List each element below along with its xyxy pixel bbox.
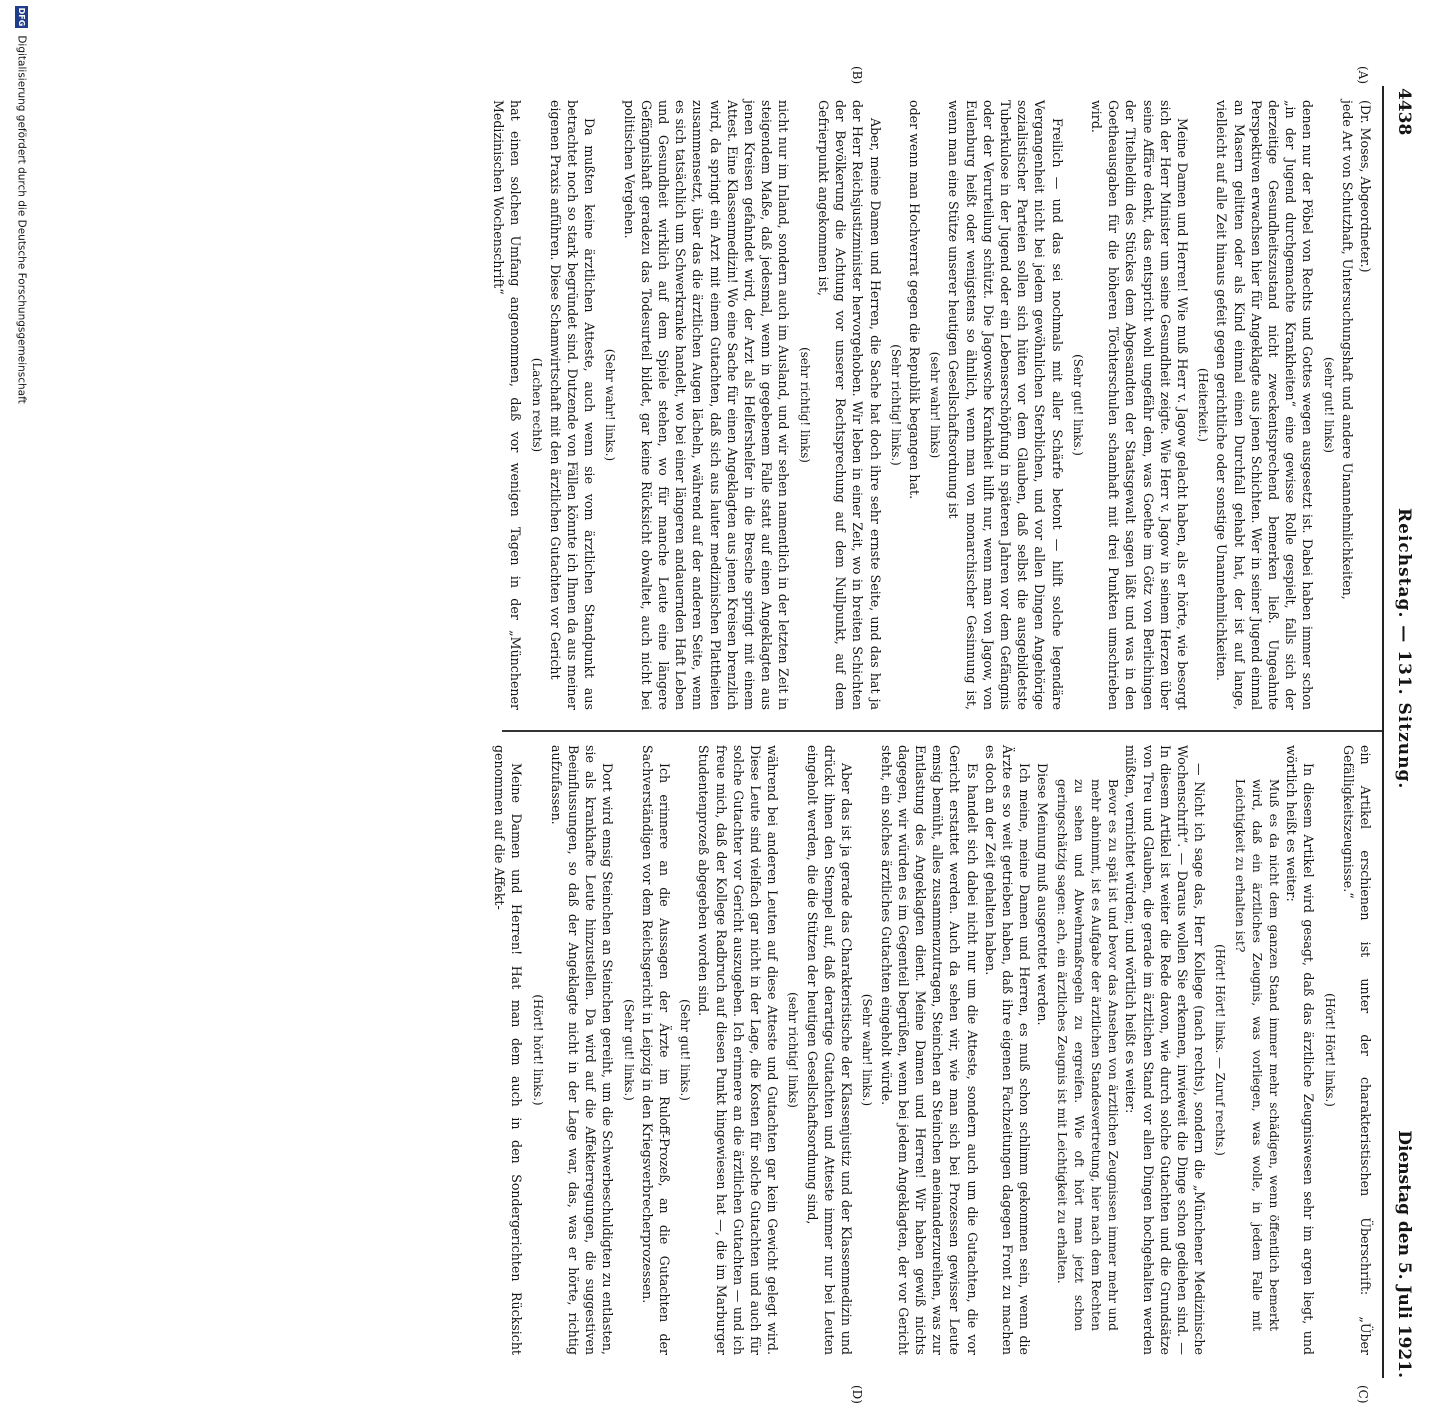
paragraph-continuation: nicht nur im Inland, sondern auch im Ausland, und wir sehen namentlich in der letzten Zeit in steigendem Maße, daß jedesmal, wenn in gegebenem Falle statt auf einen Angeklagten aus jenen Kreisen gefahndet wird, der Arzt als Helfershelfer in die Bresche springt mit einem Attest. Eine Klassenmedizin! Wo eine Sache für einen Angeklagten aus jenen Kreisen brenzlich wird, da springt ein Arzt mit einem Gutachten, daß sich aus lauter medizinischen Plattheiten zusammensetzt, über das die ärztlichen Augen lächeln, während auf der anderen Seite, wenn es sich tatsächlich um Schwerkranke handelt, wo bei einer längeren andauernden Haft Leben und Gesundheit wirklich auf dem Spiele stehen, wo für manche Leute eine längere Gefängnishaft geradezu das Todesurteil bildet, gar keine Rücksicht obwaltet, auch nicht bei politischen Vergehen. xyxy=(621,100,792,710)
interjection: (Sehr gut! links.) xyxy=(1070,354,1085,456)
dfg-logo: DFG xyxy=(17,7,26,27)
paragraph: Meine Damen und Herren! Hat man dem auch in den Sondergerichten Rücksicht genommen auf die Affekt- xyxy=(492,745,525,1355)
credit-text: Digitalisierung gefördert durch die Deutsche Forschungsgemeinschaft xyxy=(15,35,28,404)
paragraph-continuation: jede Art von Schutzhaft, Untersuchungshaft und andere Unannehmlichkeiten, xyxy=(1339,100,1355,600)
interjection: (Lachen rechts) xyxy=(529,357,544,453)
interjection: (Sehr richtig! links.) xyxy=(888,344,903,466)
margin-mark-c: (C) xyxy=(1356,1385,1370,1404)
interjection: (Sehr gut! links.) xyxy=(621,999,636,1101)
page-number: 4438 xyxy=(1394,88,1414,136)
left-column xyxy=(489,100,1374,710)
paragraph: Aber, meine Damen und Herren, die Sache hat doch ihre sehr ernste Seite, und das hat ja der Herr Reichsjustizminister hervorgehoben. Wir leben in einer Zeit, wo in breiten Schichten der Bevölkerung die Achtung vor unserer Rechtsprechung auf dem Nullpunkt, auf dem Gefrierpunkt angekommen ist, xyxy=(815,100,883,710)
paragraph-continuation: (Dr. Moses, Abgeordneter.) xyxy=(1358,100,1373,273)
paragraph: In diesem Artikel wird gesagt, daß das ärztliche Zeugniswesen sehr im argen liegt, und wörtlich heißt es weiter: xyxy=(1284,745,1317,1355)
paragraph: Ich meine, meine Damen und Herren, es muß schon schlimm gekommen sein, wenn die Ärzte es so weit getrieben haben, daß ihre eigenen Fachzeitungen dagegen Front zu machen es doch an der Zeit gehalten haben. xyxy=(982,745,1033,1355)
digitization-credit xyxy=(6,6,28,986)
quotation: Muß es da nicht dem ganzen Stand immer mehr schädigen, wenn öffentlich bemerkt wird, daß ein ärztliches Zeugnis, was vorliegen, was wolle, in jedem Falle mit Leichtigkeit zu erhalten ist? xyxy=(1232,779,1281,1331)
paragraph: Es handelt sich dabei nicht nur um die Atteste, sondern auch um die Gutachten, die vor Gericht erstattet werden. Auch da sehen wir, wie man sich bei Prozessen gewisser Leute emsig bemüht, alles zusammenzutragen, Steinchen an Steinchen aneinanderzureihen, was zur Entlastung des Angeklagten dient. Meine Damen und Herren! Wir haben gewiß nichts dagegen, wir würden es im Gegenteil begrüßen, wenn bei jedem Angeklagten, der vor Gericht steht, ein solches ärztliches Gutachten eingeholt würde. xyxy=(878,745,980,1355)
paragraph: Freilich — und das sei nochmals mit aller Schärfe betont — hilft solche legendäre Vergangenheit nicht bei jedem gewöhnlichen Sterblichen, und vor allen Dingen Angehörige sozialistischer Parteien sollen sich hüten vor dem Glauben, daß selbst die ausgebildetste Tuberkulose in der Jugend oder ein Lebenserschöpfung in späteren Jahren vor dem Gefängnis oder der Verurteilung schützt. Die Jagowsche Krankheit hilft nur, wenn man von Jagow, von Eulenburg heißt oder wenigstens so ähnlich, wenn man von monarchischer Gesinnung ist, wenn man eine Stütze unserer heutigen Gesellschaftsordnung ist xyxy=(946,100,1065,710)
interjection: (Heiterkeit.) xyxy=(1196,367,1211,442)
session-title: Reichstag. — 131. Sitzung. xyxy=(1394,508,1414,790)
paragraph: — Nicht ich sage das, Herr Kollege (nach rechts), sondern die „Münchener Medizinische Wochenschrift“. — Daraus wollen Sie erkennen, inwieweit die Dinge schon gediehen sind. — In diesem Artikel ist weiter die Rede davon, wie durch solche Gutachten und die Grundsätze von Treu und Glauben, die gerade im ärztlichen Stand vor allen Dingen hochgehalten werden müßten, vernichtet würden; und wörtlich heißt es weiter: xyxy=(1123,745,1208,1355)
interjection: (Sehr gut! links.) xyxy=(678,999,693,1101)
paragraph: Diese Meinung muß ausgerottet werden. xyxy=(1035,763,1051,1026)
margin-mark-d: (D) xyxy=(850,1385,864,1404)
interjection: (Hört! Hört! links. — Zuruf rechts.) xyxy=(1213,944,1228,1156)
interjection: (Sehr wahr! links.) xyxy=(860,993,875,1107)
paragraph: Meine Damen und Herren! Wie muß Herr v. Jagow gelacht haben, als er hörte, wie besorgt sich der Herr Minister um seine Gesundheit zeigte. Wie Herr v. Jagow in seinem Herzen über seine Affäre denkt, das entspricht wohl ungefähr dem, was Goethe im Götz von Berlichingen der Titelheldin des Stückes dem Abgesandten der Staatsgewalt sagen läßt und was in den Goetheausgaben für die höheren Töchterschulen schamhaft mit drei Punkten umschrieben wird. xyxy=(1088,100,1190,710)
interjection: (sehr gut! links) xyxy=(1321,357,1336,453)
paragraph: Da mußten keine ärztlichen Atteste, auch wenn sie vom ärztlichen Standpunkt aus betrachtet noch so stark begründet sind. Dutzende von Fällen könnte ich Ihnen da aus meiner eigenen Praxis anführen. Diese Schamwirtschaft mit den ärztlichen Gutachten vor Gericht xyxy=(547,100,598,710)
interjection: (Sehr wahr! links.) xyxy=(603,348,618,462)
right-column xyxy=(490,745,1374,1355)
paragraph-continuation: denen nur der Pöbel von Rechts und Gottes wegen ausgesetzt ist. Dabei haben immer schon „in der Jugend durchgemachte Krankheiten“ eine gewisse Rolle gespielt, falls sich der derzeitige Gesundheitszustand nicht zweckentsprechend bemerken ließ. Ungeahnte Perspektiven erwachsen hier für Angeklagte aus jenen Schichten. Wer in seiner Jugend einmal an Masern gelitten oder als Kind einmal einen Durchfall gehabt hat, der ist auf lange, vielleicht auf alle Zeit hinaus gefeit gegen gerichtliche oder sonstige Unannehmlichkeiten. xyxy=(1214,100,1316,710)
margin-mark-b: (B) xyxy=(850,66,864,85)
paragraph: Ich erinnere an die Aussagen der Ärzte im Ruloff-Prozeß, an die Gutachten der Sachverständigen vor dem Reichsgericht in Leipzig in den Kriegsverbrecherprozessen. xyxy=(639,745,673,1355)
paragraph: Dort wird emsig Steinchen an Steinchen gereiht, um die Schwerbeschuldigten zu entlasten, sie als krankhafte Leute hinzustellen. Da wird auf die Affekterregungen, die suggestiven Beeinflussungen, so daß der Angeklagte nicht in der Lage war, das, was er hörte, richtig aufzufassen. xyxy=(548,745,616,1355)
column-divider xyxy=(502,730,1382,732)
interjection: (sehr wahr! links) xyxy=(928,351,943,459)
interjection: (Hört! hört! links.) xyxy=(530,994,545,1106)
margin-mark-a: (A) xyxy=(1356,66,1370,85)
running-header xyxy=(1388,88,1414,1378)
paragraph-continuation: oder wenn man Hochverrat gegen die Republik begangen hat. xyxy=(906,100,922,500)
paragraph-continuation: hat einen solchen Umfang angenommen, daß vor wenigen Tagen in der „Münchener Medizinischen Wochenschrift“ xyxy=(491,100,524,710)
interjection: (Hört! Hört! links.) xyxy=(1322,993,1337,1107)
session-date: Dienstag den 5. Juli 1921. xyxy=(1394,1130,1414,1378)
interjection: (sehr richtig! links) xyxy=(786,992,801,1108)
paragraph: Aber das ist ja gerade das Charakteristische der Klassenjustiz und der Klassenmedizin und drückt ihnen den Stempel auf, daß derartige Gutachten und Atteste immer nur bei Leuten eingeholt werden, die die Stützen der heutigen Gesellschaftsordnung sind, xyxy=(804,745,855,1355)
interjection: (sehr richtig! links) xyxy=(797,347,812,463)
paragraph-continuation: während bei anderen Leuten auf diese Atteste und Gutachten gar kein Gewicht gelegt wird. Diese Leute sind vielfach gar nicht in der Lage, die Kosten für solche Gutachten und auch für solche Gutachter vor Gericht auszugeben. Ich erinnere an die ärztlichen Gutachten — und ich freue mich, daß der Kollege Radbruch auf diesen Punkt hingewiesen hat —, die im Marburger Studentenprozeß abgegeben worden sind. xyxy=(696,745,781,1355)
quotation: Bevor es zu spät ist und bevor das Ansehen von ärztlichen Zeugnissen immer mehr und mehr abnimmt, ist es Aufgabe der ärztlichen Standesvertretung, hier nach dem Rechten zu sehen und Abwehrmaßregeln zu ergreifen. Wie oft hört man jetzt schon geringschätzig sagen: ach, ein ärztliches Zeugnis ist mit Leichtigkeit zu erhalten. xyxy=(1054,779,1121,1331)
header-rule xyxy=(1382,86,1384,1378)
paragraph-continuation: ein Artikel erschienen ist unter der charakteristischen Überschrift: „Über Gefälligkeitszeugnisse.“ xyxy=(1340,745,1373,1355)
